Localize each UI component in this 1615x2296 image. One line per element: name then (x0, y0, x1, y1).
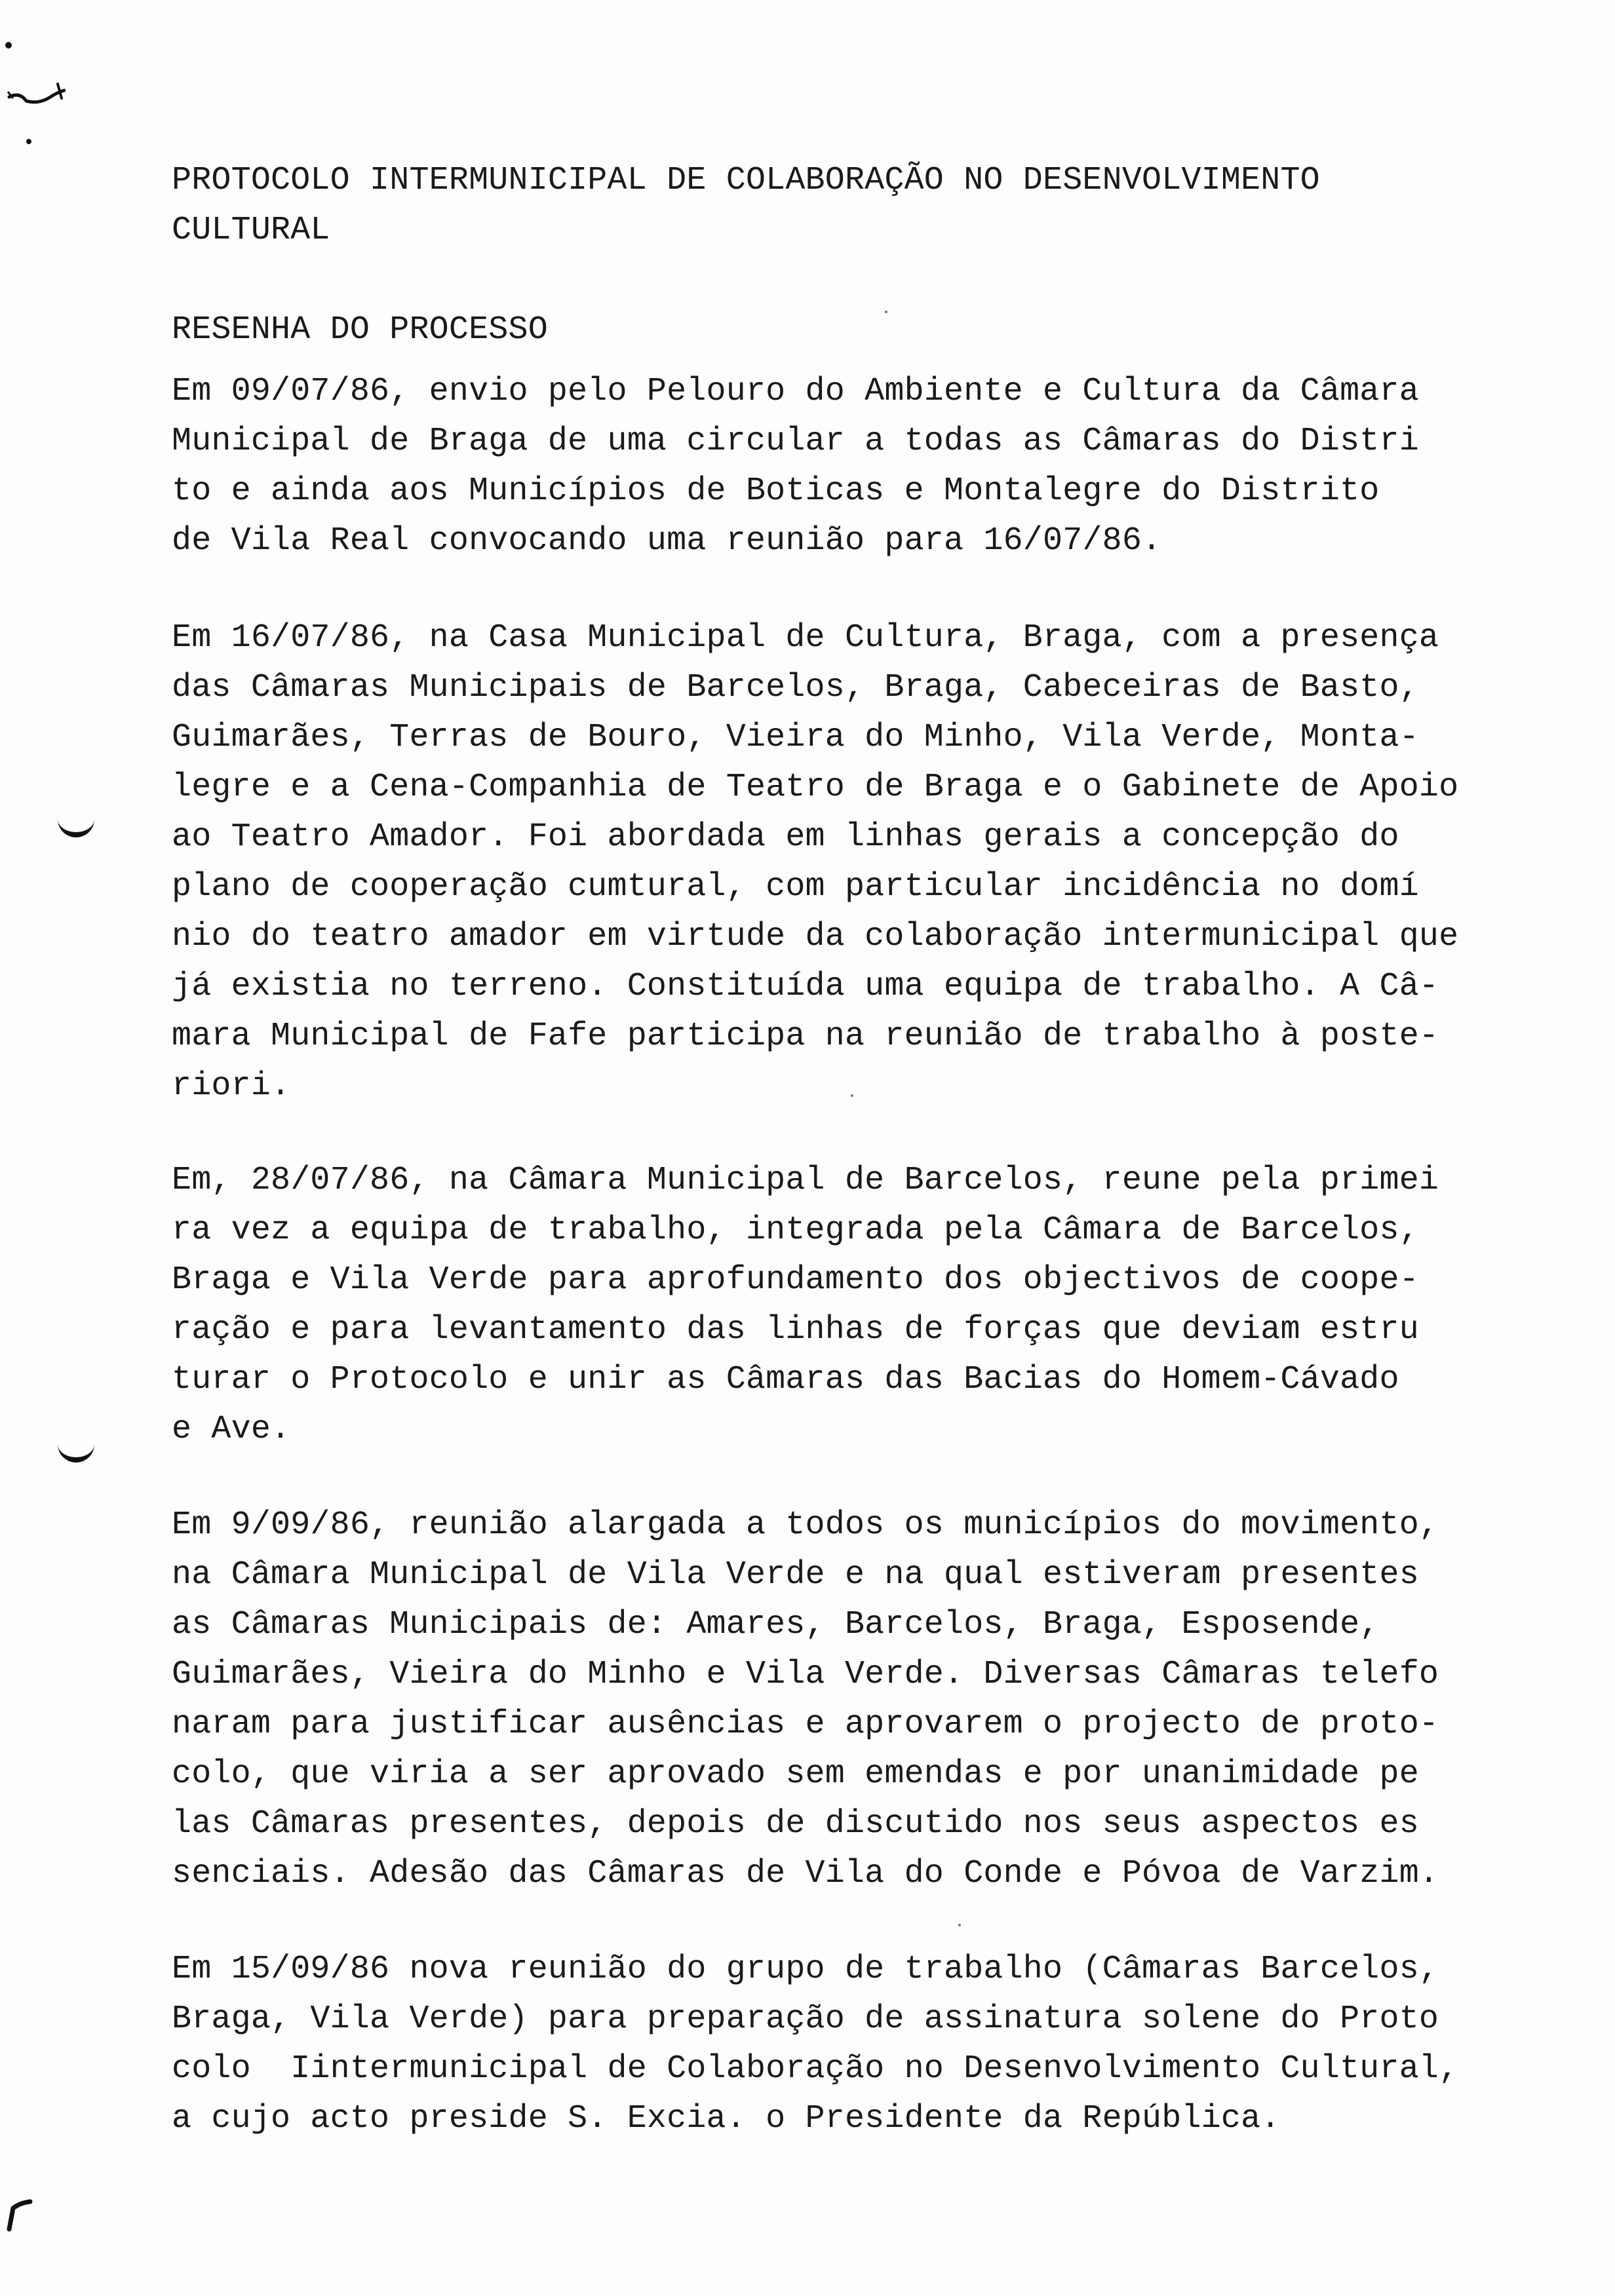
paragraph-line: Guimarães, Vieira do Minho e Vila Verde. Diversas Câmaras telefo (172, 1656, 1439, 1693)
document-title (172, 156, 1483, 256)
paragraph-line: ao Teatro Amador. Foi abordada em linhas gerais a concepção do (172, 818, 1399, 856)
paragraph-line: ração e para levantamento das linhas de forças que deviam estru (172, 1311, 1419, 1349)
paragraph-line: Em 9/09/86, reunião alargada a todos os municípios do movimento, (172, 1506, 1439, 1544)
paragraph-line: ra vez a equipa de trabalho, integrada pela Câmara de Barcelos, (172, 1212, 1419, 1249)
paragraph-line: to e ainda aos Municípios de Boticas e Montalegre do Distrito (172, 472, 1380, 510)
title-line: CULTURAL (172, 212, 330, 249)
handwritten-scribble-mark (7, 72, 66, 111)
paragraph-line: e Ave. (172, 1411, 291, 1448)
paragraph-line: colo Iintermunicipal de Colaboração no Desenvolvimento Cultural, (172, 2050, 1459, 2088)
paragraph-line: mara Municipal de Fafe participa na reunião de trabalho à poste- (172, 1018, 1439, 1055)
paragraph-line: Em 16/07/86, na Casa Municipal de Cultura, Braga, com a presença (172, 619, 1439, 657)
paragraph-1 (172, 367, 1483, 566)
paragraph-4 (172, 1501, 1483, 1899)
paragraph-line: já existia no terreno. Constituída uma equipa de trabalho. A Câ- (172, 968, 1439, 1005)
paragraph-line: Guimarães, Terras de Bouro, Vieira do Minho, Vila Verde, Monta- (172, 719, 1419, 756)
paragraph-line: plano de cooperação cumtural, com particular incidência no domí (172, 868, 1419, 906)
paragraph-line: Braga e Vila Verde para aprofundamento dos objectivos de coope- (172, 1261, 1419, 1299)
heading-text: RESENHA DO PROCESSO (172, 311, 548, 349)
paragraph-line: turar o Protocolo e unir as Câmaras das Bacias do Homem-Cávado (172, 1361, 1399, 1398)
paragraph-line: Em, 28/07/86, na Câmara Municipal de Barcelos, reune pela primei (172, 1162, 1439, 1199)
paragraph-line: na Câmara Municipal de Vila Verde e na qual estiveram presentes (172, 1556, 1419, 1594)
paper-speck (958, 1924, 961, 1926)
paragraph-line: senciais. Adesão das Câmaras de Vila do Conde e Póvoa de Varzim. (172, 1855, 1439, 1892)
margin-dot-mark (5, 42, 12, 48)
paragraph-line: Em 09/07/86, envio pelo Pelouro do Ambiente e Cultura da Câmara (172, 373, 1419, 410)
punch-hole-mark (58, 1440, 94, 1463)
paragraph-line: Em 15/09/86 nova reunião do grupo de trabalho (Câmaras Barcelos, (172, 1951, 1439, 1988)
paragraph-line: a cujo acto preside S. Excia. o Presidente da República. (172, 2100, 1281, 2137)
paragraph-2 (172, 613, 1483, 1111)
paragraph-line: Braga, Vila Verde) para preparação de assinatura solene do Proto (172, 2000, 1439, 2038)
paragraph-line: das Câmaras Municipais de Barcelos, Braga, Cabeceiras de Basto, (172, 669, 1419, 706)
paragraph-line: legre e a Cena-Companhia de Teatro de Braga e o Gabinete de Apoio (172, 769, 1459, 806)
paragraph-line: naram para justificar ausências e aprovarem o projecto de proto- (172, 1706, 1439, 1743)
paragraph-line: Municipal de Braga de uma circular a todas as Câmaras do Distri (172, 423, 1419, 460)
paragraph-line: colo, que viria a ser aprovado sem emendas e por unanimidade pe (172, 1755, 1419, 1793)
paragraph-line: las Câmaras presentes, depois de discutido nos seus aspectos es (172, 1805, 1419, 1843)
punch-hole-mark (58, 815, 94, 837)
corner-tick-mark (4, 2195, 37, 2234)
section-heading (172, 305, 1483, 355)
paragraph-3 (172, 1156, 1483, 1455)
paragraph-line: nio do teatro amador em virtude da colaboração intermunicipal que (172, 918, 1459, 955)
paragraph-line: as Câmaras Municipais de: Amares, Barcelos, Braga, Esposende, (172, 1606, 1380, 1643)
paragraph-5 (172, 1945, 1483, 2144)
paragraph-line: riori. (172, 1067, 291, 1105)
margin-dot-mark (26, 139, 31, 144)
paragraph-line: de Vila Real convocando uma reunião para 16/07/86. (172, 522, 1162, 560)
title-line: PROTOCOLO INTERMUNICIPAL DE COLABORAÇÃO NO DESENVOLVIMENTO (172, 162, 1320, 199)
